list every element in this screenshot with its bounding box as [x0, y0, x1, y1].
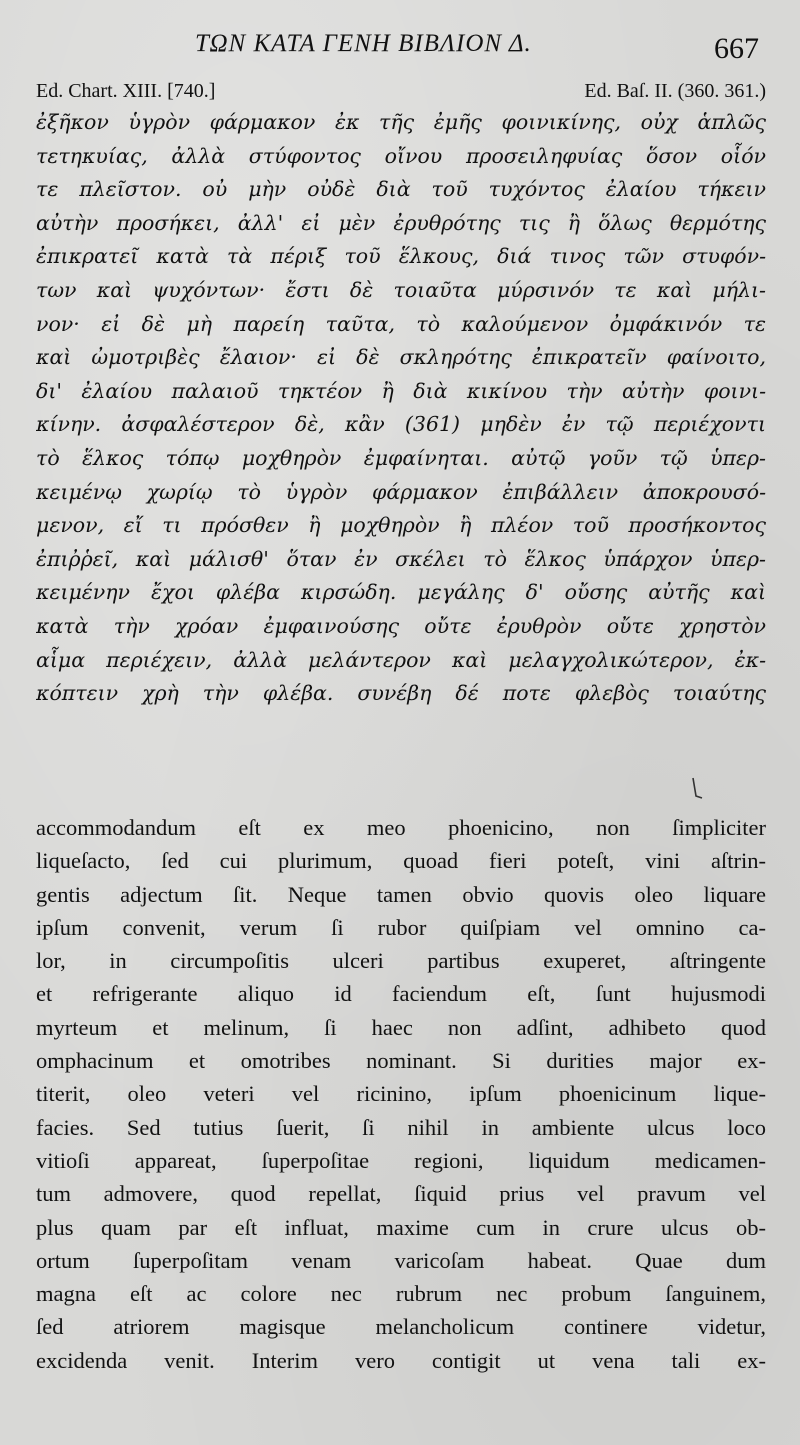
latin-line: accommodandum eſt ex meo phoenicino, non ſimpliciter: [36, 815, 766, 840]
latin-line: lor, in circumpoſitis ulceri partibus exuperet, aſtringente: [36, 948, 766, 974]
latin-line: ſed atriorem magisque melancholicum continere videtur,: [36, 1314, 766, 1340]
latin-line: facies. Sed tutius ſuerit, ſi nihil in ambiente ulcus loco: [36, 1114, 766, 1140]
latin-text-block: [36, 811, 766, 1377]
greek-line: κόπτειν χρὴ τὴν φλέβα. συνέβη δέ ποτε φλεβὸς τοιαύτης: [36, 681, 766, 706]
greek-line: δι' ἐλαίου παλαιοῦ τηκτέον ἢ διὰ κικίνου τὴν αὐτὴν φοινι-: [36, 378, 766, 403]
greek-line: αὐτὴν προσήκει, ἀλλ' εἰ μὲν ἐρυθρότης τις ἢ ὅλως θερμότης: [36, 210, 766, 235]
edition-chartier: Ed. Chart. XIII. [740.]: [36, 80, 216, 102]
edition-basel: Ed. Baſ. II. (360. 361.): [584, 80, 766, 102]
latin-line: plus quam par eſt influat, maxime cum in crure ulcus ob-: [36, 1214, 766, 1240]
greek-line: κίνην. ἀσφαλέστερον δὲ, κἂν (361) μηδὲν ἐν τῷ περιέχοντι: [36, 412, 766, 437]
greek-line: τε πλεῖστον. οὐ μὴν οὐδὲ διὰ τοῦ τυχόντος ἐλαίου τήκειν: [36, 177, 766, 202]
running-title: ΤΩΝ ΚΑΤΑ ΓΕΝΗ ΒΙΒΛΙΟΝ Δ.: [195, 30, 532, 57]
greek-line: τὸ ἕλκος τόπῳ μοχθηρὸν ἐμφαίνηται. αὐτῷ γοῦν τῷ ὑπερ-: [36, 445, 766, 470]
greek-line: αἷμα περιέχειν, ἀλλὰ μελάντερον καὶ μελαγχολικώτερον, ἐκ-: [36, 647, 766, 672]
latin-line: excidenda venit. Interim vero contigit ut vena tali ex-: [36, 1347, 766, 1373]
greek-line: νον· εἰ δὲ μὴ παρείη ταῦτα, τὸ καλούμενον ὀμφάκινόν τε: [36, 311, 766, 336]
greek-text-block: [36, 106, 766, 711]
latin-line: myrteum et melinum, ſi haec non adſint, adhibeto quod: [36, 1014, 766, 1040]
latin-line: magna eſt ac colore nec rubrum nec probum ſanguinem,: [36, 1281, 766, 1307]
greek-line: των καὶ ψυχόντων· ἔστι δὲ τοιαῦτα μύρσινόν τε καὶ μήλι-: [36, 277, 766, 302]
greek-line: κειμένῳ χωρίῳ τὸ ὑγρὸν φάρμακον ἐπιβάλλειν ἀποκρουσό-: [36, 479, 766, 504]
greek-line: τετηκυίας, ἀλλὰ στύφοντος οἴνου προσειληφυίας ὅσον οἷόν: [36, 143, 766, 168]
greek-line: ἐξῆκον ὑγρὸν φάρμακον ἐκ τῆς ἐμῆς φοινικίνης, οὐχ ἁπλῶς: [36, 110, 766, 134]
latin-line: omphacinum et omotribes nominant. Si durities major ex-: [36, 1048, 766, 1074]
greek-line: ἐπικρατεῖ κατὰ τὰ πέριξ τοῦ ἕλκους, διά τινος τῶν στυφόν-: [36, 244, 766, 269]
greek-line: μενον, εἴ τι πρόσθεν ἢ μοχθηρὸν ἢ πλέον τοῦ προσήκοντος: [36, 513, 766, 538]
running-head: [0, 28, 800, 65]
latin-line: ipſum convenit, verum ſi rubor quiſpiam vel omnino ca-: [36, 914, 766, 940]
page-number: 667: [714, 32, 759, 65]
greek-line: κατὰ τὴν χρόαν ἐμφαινούσης οὔτε ἐρυθρὸν οὔτε χρηστὸν: [36, 613, 766, 638]
edition-reference-line: [36, 80, 766, 106]
stray-ink-mark: [690, 776, 704, 800]
latin-line: vitioſi appareat, ſuperpoſitae regioni, liquidum medicamen-: [36, 1147, 766, 1173]
latin-line: ortum ſuperpoſitam venam varicoſam habeat. Quae dum: [36, 1247, 766, 1273]
greek-line: κειμένην ἔχοι φλέβα κιρσώδη. μεγάλης δ' οὔσης αὐτῆς καὶ: [36, 580, 766, 605]
latin-line: titerit, oleo veteri vel ricinino, ipſum phoenicinum lique-: [36, 1081, 766, 1107]
latin-line: et refrigerante aliquo id faciendum eſt, ſunt hujusmodi: [36, 981, 766, 1007]
latin-line: tum admovere, quod repellat, ſiquid prius vel pravum vel: [36, 1181, 766, 1207]
greek-line: καὶ ὠμοτριβὲς ἔλαιον· εἰ δὲ σκληρότης ἐπικρατεῖν φαίνοιτο,: [36, 345, 766, 370]
latin-line: gentis adjectum ſit. Neque tamen obvio quovis oleo liquare: [36, 881, 766, 907]
greek-line: ἐπιῤῥεῖ, καὶ μάλισθ' ὅταν ἐν σκέλει τὸ ἕλκος ὑπάρχον ὑπερ-: [36, 546, 766, 571]
latin-line: liqueſacto, ſed cui plurimum, quoad fieri poteſt, vini aſtrin-: [36, 848, 766, 874]
